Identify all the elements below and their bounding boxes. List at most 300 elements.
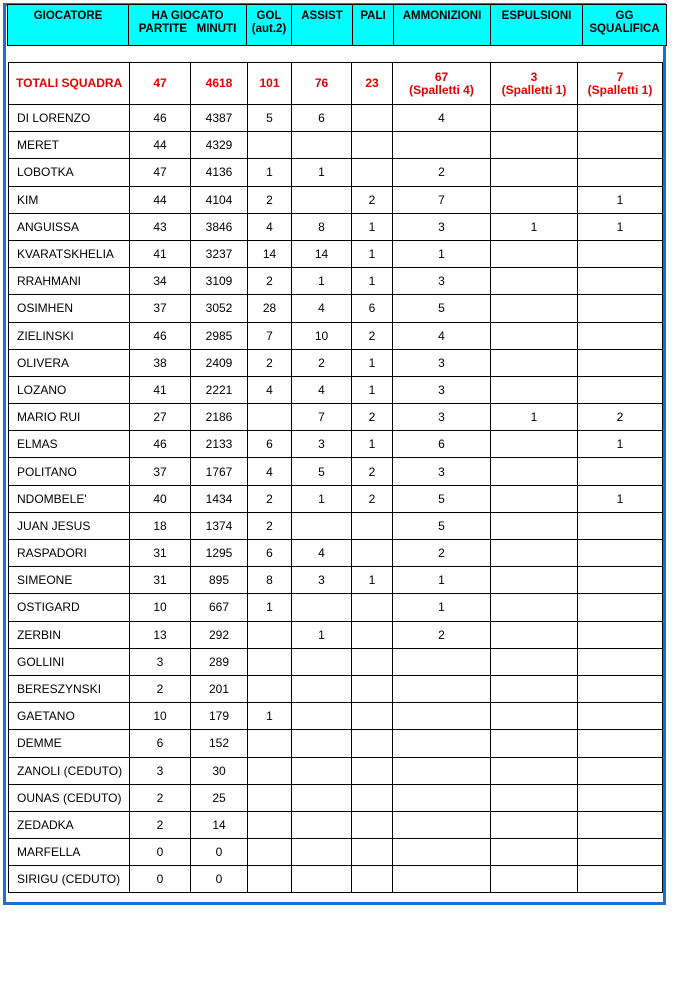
cell-assist: 4 xyxy=(292,540,352,567)
cell-partite: 6 xyxy=(130,730,191,757)
cell-espulsioni xyxy=(491,811,578,838)
cell-minuti: 292 xyxy=(191,621,248,648)
cell-squalifica xyxy=(578,540,663,567)
cell-ammonizioni xyxy=(393,839,491,866)
cell-gol: 2 xyxy=(248,349,292,376)
cell-pali xyxy=(352,594,393,621)
cell-pali: 2 xyxy=(352,186,393,213)
cell-assist xyxy=(292,703,352,730)
cell-minuti: 1767 xyxy=(191,458,248,485)
cell-squalifica: 2 xyxy=(578,404,663,431)
cell-assist xyxy=(292,757,352,784)
cell-ammonizioni xyxy=(393,730,491,757)
table-row xyxy=(9,540,663,567)
cell-partite: 44 xyxy=(130,186,191,213)
cell-partite: 0 xyxy=(130,839,191,866)
table-row xyxy=(9,485,663,512)
header-gol: GOL (aut.2) xyxy=(247,5,292,46)
cell-partite: 2 xyxy=(130,811,191,838)
table-row xyxy=(9,458,663,485)
cell-pali xyxy=(352,159,393,186)
cell-minuti: 289 xyxy=(191,648,248,675)
cell-partite: 41 xyxy=(130,240,191,267)
cell-ammonizioni: 1 xyxy=(393,567,491,594)
cell-squalifica: 1 xyxy=(578,186,663,213)
header-ha-giocato: HA GIOCATO PARTITE MINUTI xyxy=(129,5,247,46)
cell-espulsioni xyxy=(491,186,578,213)
cell-assist: 7 xyxy=(292,404,352,431)
cell-player-name: JUAN JESUS xyxy=(9,512,130,539)
cell-minuti: 30 xyxy=(191,757,248,784)
cell-assist xyxy=(292,512,352,539)
cell-squalifica xyxy=(578,349,663,376)
header-gg-squalifica: GG SQUALIFICA xyxy=(583,5,667,46)
table-row xyxy=(9,159,663,186)
cell-espulsioni xyxy=(491,376,578,403)
cell-pali: 2 xyxy=(352,485,393,512)
header-ammonizioni: AMMONIZIONI xyxy=(394,5,491,46)
cell-ammonizioni: 3 xyxy=(393,376,491,403)
cell-pali: 1 xyxy=(352,431,393,458)
table-row xyxy=(9,132,663,159)
cell-gol: 1 xyxy=(248,594,292,621)
cell-espulsioni: 1 xyxy=(491,404,578,431)
cell-player-name: GOLLINI xyxy=(9,648,130,675)
table-row xyxy=(9,322,663,349)
cell-player-name: OSIMHEN xyxy=(9,295,130,322)
cell-squalifica xyxy=(578,811,663,838)
cell-minuti: 2186 xyxy=(191,404,248,431)
cell-minuti: 3052 xyxy=(191,295,248,322)
cell-minuti: 667 xyxy=(191,594,248,621)
cell-player-name: OUNAS (CEDUTO) xyxy=(9,784,130,811)
cell-ammonizioni: 6 xyxy=(393,431,491,458)
cell-gol xyxy=(248,757,292,784)
cell-assist xyxy=(292,811,352,838)
cell-ammonizioni: 2 xyxy=(393,621,491,648)
cell-espulsioni xyxy=(491,458,578,485)
cell-squalifica xyxy=(578,648,663,675)
table-row xyxy=(9,431,663,458)
cell-minuti: 0 xyxy=(191,839,248,866)
cell-partite: 0 xyxy=(130,866,191,893)
cell-minuti: 895 xyxy=(191,567,248,594)
header-espulsioni: ESPULSIONI xyxy=(491,5,583,46)
cell-squalifica xyxy=(578,784,663,811)
cell-ammonizioni: 5 xyxy=(393,295,491,322)
cell-ammonizioni: 3 xyxy=(393,213,491,240)
cell-minuti: 3237 xyxy=(191,240,248,267)
cell-minuti: 2409 xyxy=(191,349,248,376)
cell-minuti: 3109 xyxy=(191,268,248,295)
cell-player-name: MARIO RUI xyxy=(9,404,130,431)
cell-partite: 10 xyxy=(130,594,191,621)
table-row xyxy=(9,594,663,621)
table-row xyxy=(9,213,663,240)
cell-partite: 31 xyxy=(130,540,191,567)
cell-assist: 2 xyxy=(292,349,352,376)
cell-gol: 2 xyxy=(248,512,292,539)
cell-ammonizioni: 4 xyxy=(393,105,491,132)
cell-assist: 5 xyxy=(292,458,352,485)
cell-squalifica xyxy=(578,703,663,730)
cell-player-name: KVARATSKHELIA xyxy=(9,240,130,267)
cell-minuti: 4136 xyxy=(191,159,248,186)
cell-pali xyxy=(352,540,393,567)
cell-gol: 4 xyxy=(248,458,292,485)
cell-partite: 34 xyxy=(130,268,191,295)
cell-player-name: DI LORENZO xyxy=(9,105,130,132)
cell-ammonizioni xyxy=(393,648,491,675)
cell-gol: 5 xyxy=(248,105,292,132)
table-row xyxy=(9,186,663,213)
cell-minuti: 2985 xyxy=(191,322,248,349)
cell-squalifica xyxy=(578,866,663,893)
cell-gol xyxy=(248,132,292,159)
cell-espulsioni xyxy=(491,730,578,757)
cell-squalifica xyxy=(578,240,663,267)
cell-partite: 46 xyxy=(130,105,191,132)
cell-pali: 1 xyxy=(352,213,393,240)
cell-gol xyxy=(248,404,292,431)
table-row xyxy=(9,839,663,866)
cell-squalifica xyxy=(578,159,663,186)
cell-pali xyxy=(352,784,393,811)
cell-partite: 37 xyxy=(130,458,191,485)
cell-ammonizioni: 3 xyxy=(393,404,491,431)
cell-assist: 1 xyxy=(292,159,352,186)
cell-player-name: MARFELLA xyxy=(9,839,130,866)
cell-gol xyxy=(248,811,292,838)
cell-squalifica xyxy=(578,105,663,132)
cell-squalifica: 1 xyxy=(578,213,663,240)
cell-espulsioni xyxy=(491,839,578,866)
cell-squalifica xyxy=(578,730,663,757)
cell-player-name: NDOMBELE' xyxy=(9,485,130,512)
totals-row xyxy=(9,63,663,105)
cell-partite: 3 xyxy=(130,648,191,675)
cell-squalifica: 1 xyxy=(578,431,663,458)
cell-gol: 2 xyxy=(248,268,292,295)
cell-player-name: KIM xyxy=(9,186,130,213)
cell-minuti: 25 xyxy=(191,784,248,811)
table-row xyxy=(9,730,663,757)
cell-pali xyxy=(352,132,393,159)
cell-pali: 2 xyxy=(352,322,393,349)
cell-gol xyxy=(248,784,292,811)
cell-assist: 14 xyxy=(292,240,352,267)
cell-espulsioni xyxy=(491,431,578,458)
table-row xyxy=(9,866,663,893)
cell-espulsioni xyxy=(491,295,578,322)
cell-minuti: 1374 xyxy=(191,512,248,539)
cell-ammonizioni: 5 xyxy=(393,485,491,512)
cell-pali xyxy=(352,512,393,539)
cell-espulsioni xyxy=(491,349,578,376)
cell-pali xyxy=(352,621,393,648)
cell-ammonizioni xyxy=(393,811,491,838)
cell-gol: 2 xyxy=(248,485,292,512)
cell-partite: 3 xyxy=(130,757,191,784)
cell-assist: 1 xyxy=(292,268,352,295)
cell-ammonizioni xyxy=(393,784,491,811)
cell-pali: 1 xyxy=(352,240,393,267)
table-row xyxy=(9,675,663,702)
cell-minuti: 14 xyxy=(191,811,248,838)
cell-espulsioni xyxy=(491,648,578,675)
cell-assist xyxy=(292,784,352,811)
cell-player-name: RASPADORI xyxy=(9,540,130,567)
table-row xyxy=(9,811,663,838)
cell-assist: 1 xyxy=(292,485,352,512)
cell-gol xyxy=(248,839,292,866)
cell-squalifica xyxy=(578,268,663,295)
cell-squalifica xyxy=(578,757,663,784)
cell-gol: 6 xyxy=(248,540,292,567)
cell-player-name: ANGUISSA xyxy=(9,213,130,240)
cell-player-name: LOZANO xyxy=(9,376,130,403)
cell-pali xyxy=(352,757,393,784)
cell-pali xyxy=(352,675,393,702)
table-row xyxy=(9,240,663,267)
stats-table xyxy=(8,62,663,893)
table-row xyxy=(9,376,663,403)
cell-gol: 8 xyxy=(248,567,292,594)
cell-player-name: ZIELINSKI xyxy=(9,322,130,349)
cell-espulsioni xyxy=(491,240,578,267)
cell-gol: 28 xyxy=(248,295,292,322)
cell-pali xyxy=(352,866,393,893)
cell-assist xyxy=(292,730,352,757)
cell-ammonizioni: 1 xyxy=(393,594,491,621)
totals-gol: 101 xyxy=(248,63,292,105)
cell-partite: 13 xyxy=(130,621,191,648)
cell-minuti: 201 xyxy=(191,675,248,702)
cell-ammonizioni: 7 xyxy=(393,186,491,213)
cell-gol xyxy=(248,675,292,702)
cell-espulsioni xyxy=(491,105,578,132)
cell-minuti: 4387 xyxy=(191,105,248,132)
cell-espulsioni xyxy=(491,757,578,784)
cell-gol: 1 xyxy=(248,159,292,186)
cell-ammonizioni: 5 xyxy=(393,512,491,539)
cell-player-name: BERESZYNSKI xyxy=(9,675,130,702)
cell-ammonizioni xyxy=(393,675,491,702)
cell-pali xyxy=(352,839,393,866)
cell-squalifica xyxy=(578,132,663,159)
table-row xyxy=(9,349,663,376)
cell-pali xyxy=(352,648,393,675)
cell-assist: 1 xyxy=(292,621,352,648)
table-row xyxy=(9,404,663,431)
cell-gol: 4 xyxy=(248,376,292,403)
cell-gol: 6 xyxy=(248,431,292,458)
cell-squalifica xyxy=(578,839,663,866)
cell-ammonizioni: 2 xyxy=(393,540,491,567)
cell-espulsioni: 1 xyxy=(491,213,578,240)
cell-pali: 1 xyxy=(352,567,393,594)
cell-partite: 46 xyxy=(130,431,191,458)
table-row xyxy=(9,295,663,322)
cell-partite: 43 xyxy=(130,213,191,240)
cell-gol xyxy=(248,648,292,675)
header-giocatore: GIOCATORE xyxy=(8,5,129,46)
cell-gol: 14 xyxy=(248,240,292,267)
totals-partite: 47 xyxy=(130,63,191,105)
totals-squalifica: 7 (Spalletti 1) xyxy=(578,63,663,105)
cell-squalifica xyxy=(578,512,663,539)
cell-partite: 47 xyxy=(130,159,191,186)
cell-pali xyxy=(352,730,393,757)
cell-assist: 6 xyxy=(292,105,352,132)
cell-assist xyxy=(292,594,352,621)
cell-partite: 37 xyxy=(130,295,191,322)
cell-espulsioni xyxy=(491,675,578,702)
cell-partite: 2 xyxy=(130,784,191,811)
cell-squalifica xyxy=(578,675,663,702)
cell-assist: 3 xyxy=(292,431,352,458)
cell-assist xyxy=(292,839,352,866)
cell-espulsioni xyxy=(491,540,578,567)
cell-player-name: LOBOTKA xyxy=(9,159,130,186)
cell-player-name: DEMME xyxy=(9,730,130,757)
cell-ammonizioni xyxy=(393,757,491,784)
cell-assist: 4 xyxy=(292,295,352,322)
cell-minuti: 1434 xyxy=(191,485,248,512)
cell-espulsioni xyxy=(491,132,578,159)
totals-minuti: 4618 xyxy=(191,63,248,105)
cell-squalifica xyxy=(578,376,663,403)
cell-player-name: ZERBIN xyxy=(9,621,130,648)
cell-pali: 2 xyxy=(352,458,393,485)
cell-espulsioni xyxy=(491,159,578,186)
cell-partite: 18 xyxy=(130,512,191,539)
cell-espulsioni xyxy=(491,268,578,295)
cell-espulsioni xyxy=(491,322,578,349)
cell-pali: 1 xyxy=(352,349,393,376)
header-assist: ASSIST xyxy=(292,5,353,46)
cell-minuti: 2133 xyxy=(191,431,248,458)
table-row xyxy=(9,784,663,811)
cell-minuti: 179 xyxy=(191,703,248,730)
cell-player-name: POLITANO xyxy=(9,458,130,485)
cell-ammonizioni xyxy=(393,866,491,893)
cell-ammonizioni: 3 xyxy=(393,458,491,485)
header-row xyxy=(7,4,667,46)
header-pali: PALI xyxy=(353,5,394,46)
cell-player-name: SIMEONE xyxy=(9,567,130,594)
cell-ammonizioni xyxy=(393,703,491,730)
cell-assist: 3 xyxy=(292,567,352,594)
cell-espulsioni xyxy=(491,784,578,811)
cell-espulsioni xyxy=(491,512,578,539)
table-row xyxy=(9,567,663,594)
cell-pali: 6 xyxy=(352,295,393,322)
totals-label: TOTALI SQUADRA xyxy=(9,63,130,105)
table-row xyxy=(9,105,663,132)
cell-espulsioni xyxy=(491,485,578,512)
totals-assist: 76 xyxy=(292,63,352,105)
cell-player-name: GAETANO xyxy=(9,703,130,730)
cell-minuti: 152 xyxy=(191,730,248,757)
cell-pali: 2 xyxy=(352,404,393,431)
cell-ammonizioni: 2 xyxy=(393,159,491,186)
table-row xyxy=(9,757,663,784)
cell-squalifica xyxy=(578,295,663,322)
cell-gol: 2 xyxy=(248,186,292,213)
cell-partite: 10 xyxy=(130,703,191,730)
cell-assist xyxy=(292,648,352,675)
cell-pali: 1 xyxy=(352,268,393,295)
cell-pali xyxy=(352,811,393,838)
cell-squalifica xyxy=(578,567,663,594)
cell-partite: 40 xyxy=(130,485,191,512)
cell-pali: 1 xyxy=(352,376,393,403)
cell-partite: 38 xyxy=(130,349,191,376)
cell-assist xyxy=(292,675,352,702)
cell-player-name: ZANOLI (CEDUTO) xyxy=(9,757,130,784)
cell-squalifica xyxy=(578,322,663,349)
totals-ammonizioni: 67 (Spalletti 4) xyxy=(393,63,491,105)
cell-player-name: OSTIGARD xyxy=(9,594,130,621)
cell-gol: 4 xyxy=(248,213,292,240)
cell-partite: 41 xyxy=(130,376,191,403)
cell-ammonizioni: 1 xyxy=(393,240,491,267)
cell-minuti: 1295 xyxy=(191,540,248,567)
cell-gol xyxy=(248,730,292,757)
cell-minuti: 4329 xyxy=(191,132,248,159)
cell-player-name: ELMAS xyxy=(9,431,130,458)
table-row xyxy=(9,648,663,675)
cell-pali xyxy=(352,105,393,132)
cell-assist xyxy=(292,132,352,159)
totals-pali: 23 xyxy=(352,63,393,105)
table-row xyxy=(9,703,663,730)
cell-assist xyxy=(292,186,352,213)
cell-assist xyxy=(292,866,352,893)
cell-espulsioni xyxy=(491,594,578,621)
cell-partite: 46 xyxy=(130,322,191,349)
cell-espulsioni xyxy=(491,866,578,893)
cell-assist: 10 xyxy=(292,322,352,349)
cell-player-name: RRAHMANI xyxy=(9,268,130,295)
cell-squalifica: 1 xyxy=(578,485,663,512)
cell-squalifica xyxy=(578,594,663,621)
cell-minuti: 2221 xyxy=(191,376,248,403)
cell-ammonizioni xyxy=(393,132,491,159)
cell-gol: 7 xyxy=(248,322,292,349)
cell-player-name: MERET xyxy=(9,132,130,159)
cell-player-name: SIRIGU (CEDUTO) xyxy=(9,866,130,893)
cell-ammonizioni: 3 xyxy=(393,268,491,295)
table-row xyxy=(9,621,663,648)
cell-assist: 4 xyxy=(292,376,352,403)
cell-minuti: 0 xyxy=(191,866,248,893)
cell-player-name: ZEDADKA xyxy=(9,811,130,838)
cell-partite: 27 xyxy=(130,404,191,431)
cell-minuti: 4104 xyxy=(191,186,248,213)
cell-player-name: OLIVERA xyxy=(9,349,130,376)
cell-pali xyxy=(352,703,393,730)
cell-gol xyxy=(248,866,292,893)
cell-partite: 2 xyxy=(130,675,191,702)
totals-espulsioni: 3 (Spalletti 1) xyxy=(491,63,578,105)
cell-partite: 44 xyxy=(130,132,191,159)
cell-assist: 8 xyxy=(292,213,352,240)
cell-minuti: 3846 xyxy=(191,213,248,240)
cell-gol xyxy=(248,621,292,648)
cell-ammonizioni: 4 xyxy=(393,322,491,349)
